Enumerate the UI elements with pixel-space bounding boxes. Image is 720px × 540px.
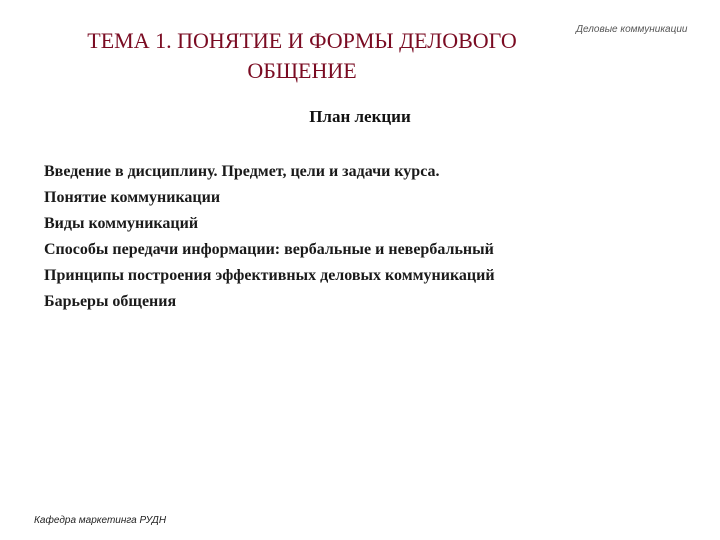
- topic-item: Барьеры общения: [44, 293, 177, 310]
- slide-title-line: ОБЩЕНИЕ: [247, 58, 357, 83]
- topic-list: [44, 159, 564, 315]
- plan-heading: План лекции: [309, 107, 411, 126]
- slide-title-line: ТЕМА 1. ПОНЯТИЕ И ФОРМЫ ДЕЛОВОГО: [87, 28, 517, 53]
- topic-item: Принципы построения эффективных деловых коммуникаций: [44, 267, 495, 284]
- course-label: Деловые коммуникации: [576, 24, 688, 35]
- slide-title: [32, 26, 572, 86]
- footer-department: Кафедра маркетинга РУДН: [34, 515, 167, 526]
- topic-item: Способы передачи информации: вербальные и невербальный: [44, 241, 494, 258]
- topic-item: Виды коммуникаций: [44, 215, 199, 232]
- topic-item: Введение в дисциплину. Предмет, цели и задачи курса.: [44, 163, 440, 180]
- topic-item: Понятие коммуникации: [44, 189, 221, 206]
